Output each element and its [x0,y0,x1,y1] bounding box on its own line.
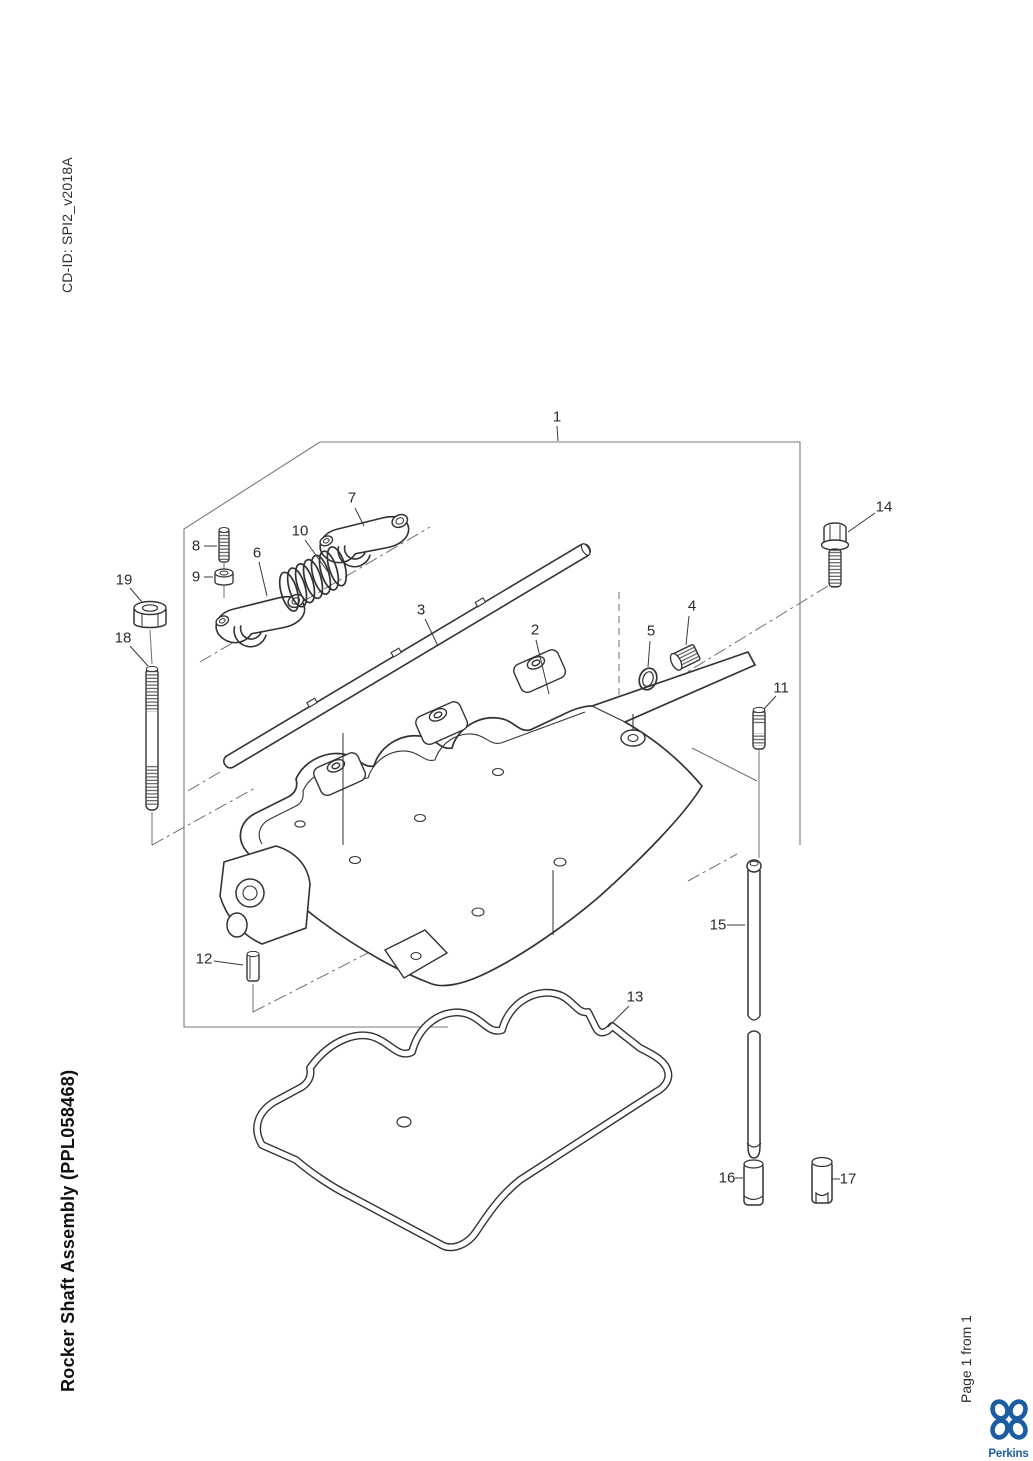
part-plug [668,644,701,672]
perkins-rings-icon [987,1398,1031,1442]
part-push-rod [747,860,761,1158]
callout-19[interactable]: 19 [115,571,133,589]
perkins-wordmark: Perkins [988,1448,1029,1460]
part-nut-19 [134,602,166,628]
page-number-label: Page 1 from 1 [958,1315,974,1403]
callout-2[interactable]: 2 [530,621,540,639]
part-dowel-pin [247,951,259,981]
part-flange-bolt [822,523,849,587]
part-head-pedestal-assembly [220,648,755,986]
part-tappet-16 [744,1160,763,1205]
cd-id-label: CD-ID: SPI2_v2018A [59,157,75,293]
callout-16[interactable]: 16 [718,1169,736,1187]
callout-4[interactable]: 4 [687,597,697,615]
perkins-logo [984,1398,1033,1458]
part-tappet-17 [812,1158,832,1204]
callout-5[interactable]: 5 [646,622,656,640]
callout-13[interactable]: 13 [626,988,644,1006]
callout-10[interactable]: 10 [291,522,309,540]
part-stud-11 [753,707,765,749]
callout-8[interactable]: 8 [191,537,201,555]
callout-1[interactable]: 1 [552,408,562,426]
part-cover-gasket [257,993,668,1247]
callout-12[interactable]: 12 [195,950,213,968]
part-adjusting-nut [215,569,233,585]
part-stud-18 [146,666,158,810]
callout-17[interactable]: 17 [839,1170,857,1188]
callout-18[interactable]: 18 [114,629,132,647]
callout-14[interactable]: 14 [875,498,893,516]
callout-6[interactable]: 6 [252,544,262,562]
callout-3[interactable]: 3 [416,601,426,619]
callout-9[interactable]: 9 [191,568,201,586]
callout-11[interactable]: 11 [773,679,789,697]
callout-15[interactable]: 15 [709,916,727,934]
callout-7[interactable]: 7 [347,489,357,507]
part-rocker-arm-7 [315,500,417,578]
part-adjusting-screw [219,528,229,563]
page-title: Rocker Shaft Assembly (PPL058468) [58,1069,78,1392]
